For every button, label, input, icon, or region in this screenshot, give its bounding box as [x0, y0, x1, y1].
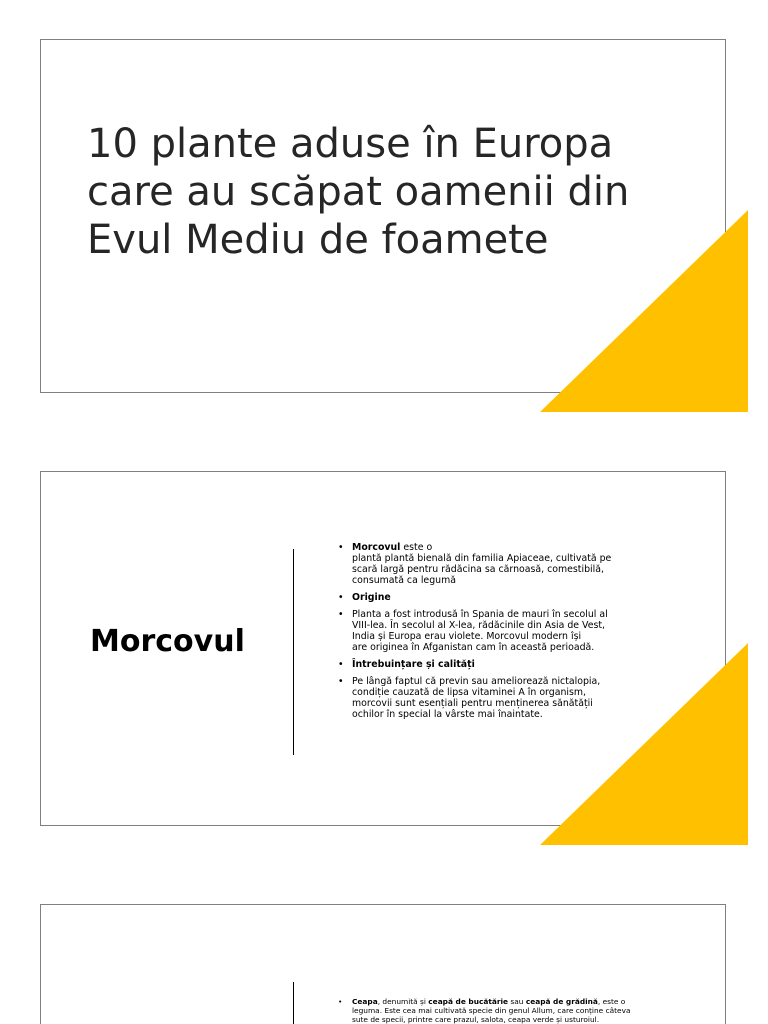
bullet-text: morcovii sunt esențiali pentru menținerea sănătății [352, 698, 593, 709]
slide-heading: Morcovul [90, 624, 245, 659]
bullet-text: • Pe lângă faptul că previn sau ameliorează nictalopia, [352, 676, 601, 687]
bullet-text: ochilor în special la vârste mai înaintate. [352, 709, 543, 720]
bullet-text: India și Europa erau violete. Morcovul modern își [352, 631, 582, 642]
bullet-text: leguma. Este cea mai cultivată specie din genul Allum, care conține câteva [352, 1006, 631, 1015]
bullet-lead: Ceapa [352, 997, 378, 1006]
title-line-3: Evul Mediu de foamete [87, 217, 549, 263]
bullet-text: condiție cauzată de lipsa vitaminei A în organism, [352, 687, 586, 698]
bullet-text: • Planta a fost introdusă în Spania de mauri în secolul al [352, 609, 608, 620]
slide-title-heading [87, 120, 647, 264]
bullet-text: are originea în Afganistan cam în această perioadă. [352, 642, 595, 653]
bullet-text: plantă plantă bienală din familia Apiaceae, cultivată pe [352, 553, 612, 564]
bullet-item [338, 592, 654, 603]
title-line-2: care au scăpat oamenii din [87, 169, 630, 215]
bullet-text: consumată ca legumă [352, 575, 456, 586]
accent-triangle [540, 643, 748, 845]
vertical-divider [293, 982, 294, 1024]
bullet-text: sute de specii, printre care prazul, salota, ceapa verde și usturoiul. [352, 1015, 600, 1024]
bullet-text: VIII-lea. În secolul al X-lea, rădăcinile din Asia de Vest, [352, 620, 606, 631]
title-line-1: 10 plante aduse în Europa [87, 121, 614, 167]
bullet-list [338, 997, 658, 1024]
slide-ceapa [40, 904, 726, 1024]
bullet-text: scară largă pentru rădăcina sa cărnoasă, comestibilă, [352, 564, 604, 575]
bullet-lead: • Origine [352, 592, 391, 603]
bullet-lead: Morcovul [352, 542, 401, 553]
bullet-item: • Ceapa, denumită și ceapă de bucătărie sau ceapă de grădină, este o leguma. Este cea mai cultivată specie din genul Allum, care conține câteva sute de specii, printre care prazul, salota, ceapa verde și usturoiul. [338, 997, 658, 1024]
bullet-text: este o [400, 542, 433, 553]
bullet-item [338, 542, 654, 586]
vertical-divider [293, 549, 294, 755]
bullet-lead: • Întrebuințare și calități [352, 659, 475, 670]
